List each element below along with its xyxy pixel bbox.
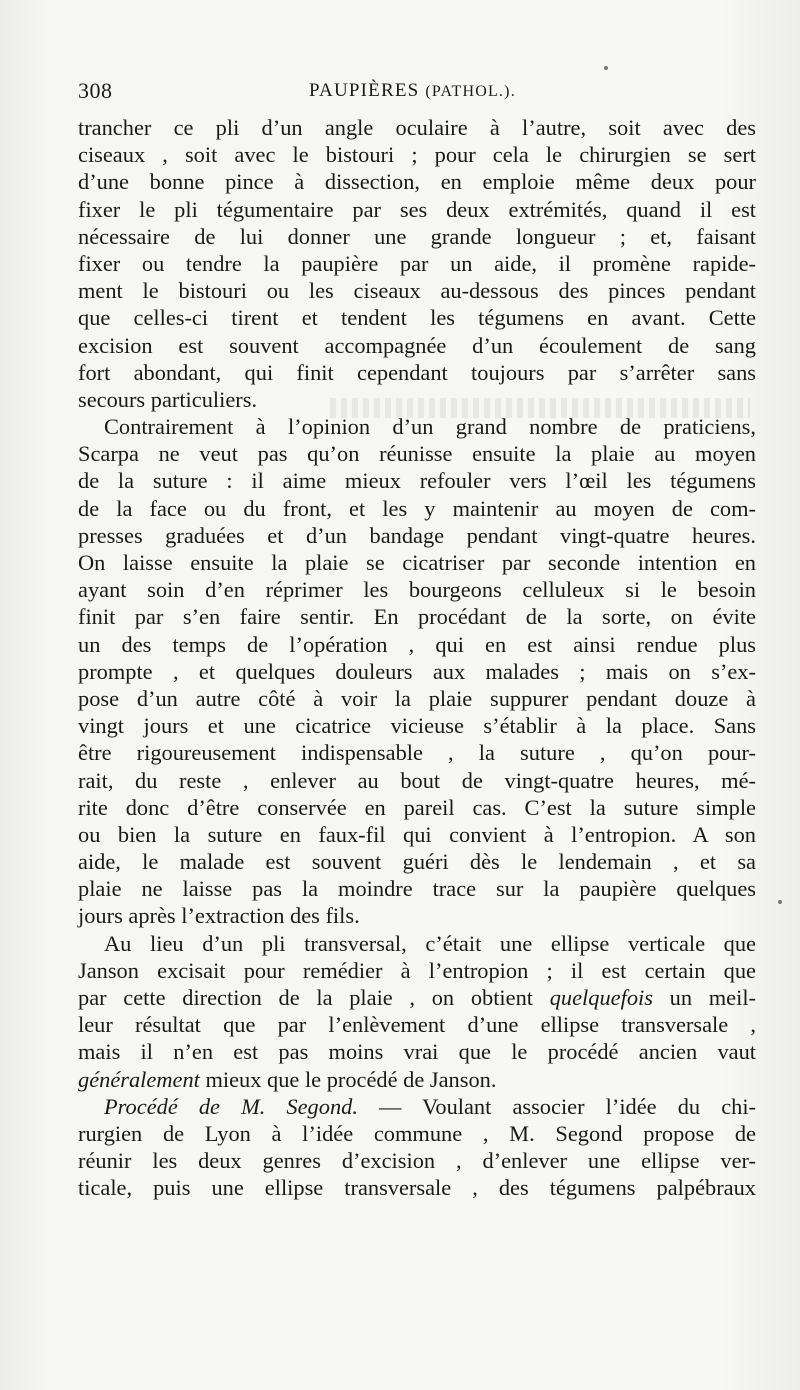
section-heading: Procédé de M. Segond. xyxy=(104,1093,358,1119)
text-line: presses graduées et d’un bandage pendant vingt-quatre heures. xyxy=(78,522,756,548)
text-line: de la suture : il aime mieux refouler vers l’œil les tégumens xyxy=(78,468,756,494)
text-line: ayant soin d’en réprimer les bourgeons celluleux si le besoin xyxy=(78,577,756,603)
running-title xyxy=(309,80,516,102)
text-run: mieux que le procédé de Janson. xyxy=(199,1066,497,1092)
text-line: rait, du reste , enlever au bout de vingt-quatre heures, mé- xyxy=(78,767,756,793)
paragraph-4 xyxy=(78,1093,756,1202)
text-run: — Voulant associer l’idée du chi- xyxy=(357,1093,756,1119)
text-line: On laisse ensuite la plaie se cicatriser par seconde intention en xyxy=(78,550,756,575)
paper-speck xyxy=(778,900,782,904)
text-run: par cette direction de la plaie , on obtient xyxy=(78,985,534,1010)
running-title-main: PAUPIÈRES xyxy=(309,80,420,101)
running-title-section: (PATHOL.). xyxy=(425,83,516,100)
running-head xyxy=(78,78,758,108)
text-line: secours particuliers. xyxy=(78,386,258,412)
text-line: rite donc d’être conservée en pareil cas. C’est la suture simple xyxy=(78,794,756,820)
text-line: que celles-ci tirent et tendent les tégumens en avant. Cette xyxy=(78,305,756,331)
text-line: Contrairement à l’opinion d’un grand nombre de praticiens, xyxy=(104,414,756,440)
italic-term: quelquefois xyxy=(549,985,653,1010)
text-line: prompte , et quelques douleurs aux malades ; mais on s’ex- xyxy=(78,658,756,684)
text-line: ticale, puis une ellipse transversale , des tégumens palpébraux xyxy=(78,1175,756,1201)
text-line: fixer le pli tégumentaire par ses deux extrémités, quand il est xyxy=(78,196,756,222)
text-line: de la face ou du front, et les y maintenir au moyen de com- xyxy=(78,495,756,521)
paragraph-1 xyxy=(78,114,756,413)
text-line: Janson excisait pour remédier à l’entropion ; il est certain que xyxy=(78,957,756,983)
paragraph-2 xyxy=(78,413,756,930)
text-line: être rigoureusement indispensable , la suture , qu’on pour- xyxy=(78,740,756,766)
text-line: nécessaire de lui donner une grande longueur ; et, faisant xyxy=(78,223,756,249)
text-line: vingt jours et une cicatrice vicieuse s’établir à la place. Sans xyxy=(78,713,756,739)
paragraph-3 xyxy=(78,930,756,1093)
text-line: ou bien la suture en faux-fil qui convient à l’entropion. A son xyxy=(78,821,756,847)
text-line: Au lieu d’un pli transversal, c’était une ellipse verticale que xyxy=(104,930,756,956)
body-text xyxy=(78,114,756,1202)
italic-term: généralement xyxy=(78,1066,200,1092)
text-line: excision est souvent accompagnée d’un écoulement de sang xyxy=(78,332,756,358)
text-line: finit par s’en faire sentir. En procédant de la sorte, on évite xyxy=(78,604,756,630)
text-line: un des temps de l’opération , qui en est ainsi rendue plus xyxy=(78,631,756,657)
text-line: leur résultat que par l’enlèvement d’une ellipse transversale , xyxy=(78,1012,756,1038)
text-line: trancher ce pli d’un angle oculaire à l’autre, soit avec des xyxy=(78,115,756,140)
text-line: réunir les deux genres d’excision , d’enlever une ellipse ver- xyxy=(78,1148,756,1174)
text-line xyxy=(78,1093,756,1120)
text-line xyxy=(78,984,756,1011)
text-line: ciseaux , soit avec le bistouri ; pour cela le chirurgien se sert xyxy=(78,142,756,168)
text-line: d’une bonne pince à dissection, en emploie même deux pour xyxy=(78,169,756,195)
paper-speck xyxy=(604,66,608,70)
text-line: mais il n’en est pas moins vrai que le procédé ancien vaut xyxy=(78,1039,756,1065)
text-line: jours après l’extraction des fils. xyxy=(78,903,360,929)
text-line: pose d’un autre côté à voir la plaie suppurer pendant douze à xyxy=(78,685,756,711)
text-line: aide, le malade est souvent guéri dès le lendemain , et sa xyxy=(78,849,756,875)
text-line: fort abondant, qui finit cependant toujours par s’arrêter sans xyxy=(78,359,756,385)
text-line: fixer ou tendre la paupière par un aide, il promène rapide- xyxy=(78,250,756,276)
text-run: un meil- xyxy=(652,985,756,1010)
text-line: ment le bistouri ou les ciseaux au-dessous des pinces pendant xyxy=(78,278,756,304)
page-number: 308 xyxy=(78,78,113,103)
text-line: rurgien de Lyon à l’idée commune , M. Segond propose de xyxy=(78,1120,756,1146)
text-line: plaie ne laisse pas la moindre trace sur la paupière quelques xyxy=(78,876,756,902)
text-line xyxy=(78,1066,756,1093)
text-line: Scarpa ne veut pas qu’on réunisse ensuite la plaie au moyen xyxy=(78,441,756,467)
